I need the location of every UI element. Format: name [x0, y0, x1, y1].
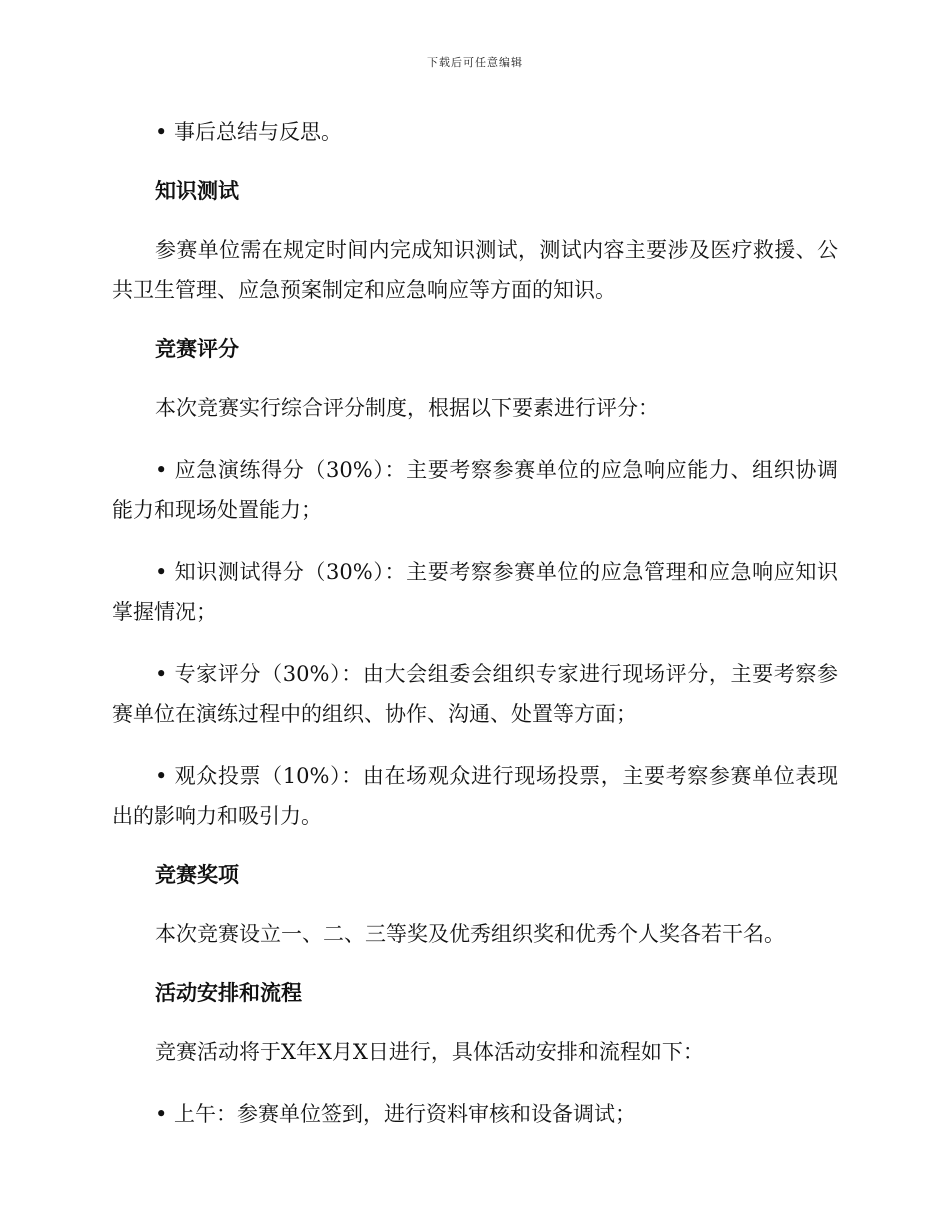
paragraph-after-review: • 事后总结与反思。 — [155, 120, 343, 144]
paragraph-knowledge-test: 参赛单位需在规定时间内完成知识测试，测试内容主要涉及医疗救援、公共卫生管理、应急预案制定和应急响应等方面的知识。 — [112, 238, 838, 302]
heading-knowledge-test: 知识测试 — [155, 178, 239, 203]
list-item-morning: • 上午：参赛单位签到，进行资料审核和设备调试； — [155, 1102, 637, 1126]
document-body — [112, 112, 838, 1134]
paragraph-schedule-intro: 竞赛活动将于X年X月X日进行，具体活动安排和流程如下： — [155, 1040, 704, 1064]
heading-awards: 竞赛奖项 — [155, 862, 239, 887]
heading-schedule: 活动安排和流程 — [155, 980, 302, 1005]
heading-scoring: 竞赛评分 — [155, 336, 239, 361]
list-item-drill-score: • 应急演练得分（30%）：主要考察参赛单位的应急响应能力、组织协调能力和现场处置能力； — [112, 458, 838, 522]
list-item-audience-vote: • 观众投票（10%）：由在场观众进行现场投票，主要考察参赛单位表现出的影响力和吸引力。 — [112, 764, 838, 828]
list-item-expert-score: • 专家评分（30%）：由大会组委会组织专家进行现场评分，主要考察参赛单位在演练过程中的组织、协作、沟通、处置等方面； — [112, 662, 838, 726]
list-item-test-score: • 知识测试得分（30%）：主要考察参赛单位的应急管理和应急响应知识掌握情况； — [112, 560, 838, 624]
page-header: 下载后可任意编辑 — [427, 56, 523, 69]
paragraph-awards: 本次竞赛设立一、二、三等奖及优秀组织奖和优秀个人奖各若干名。 — [155, 922, 785, 946]
paragraph-scoring-intro: 本次竞赛实行综合评分制度，根据以下要素进行评分： — [155, 396, 659, 420]
